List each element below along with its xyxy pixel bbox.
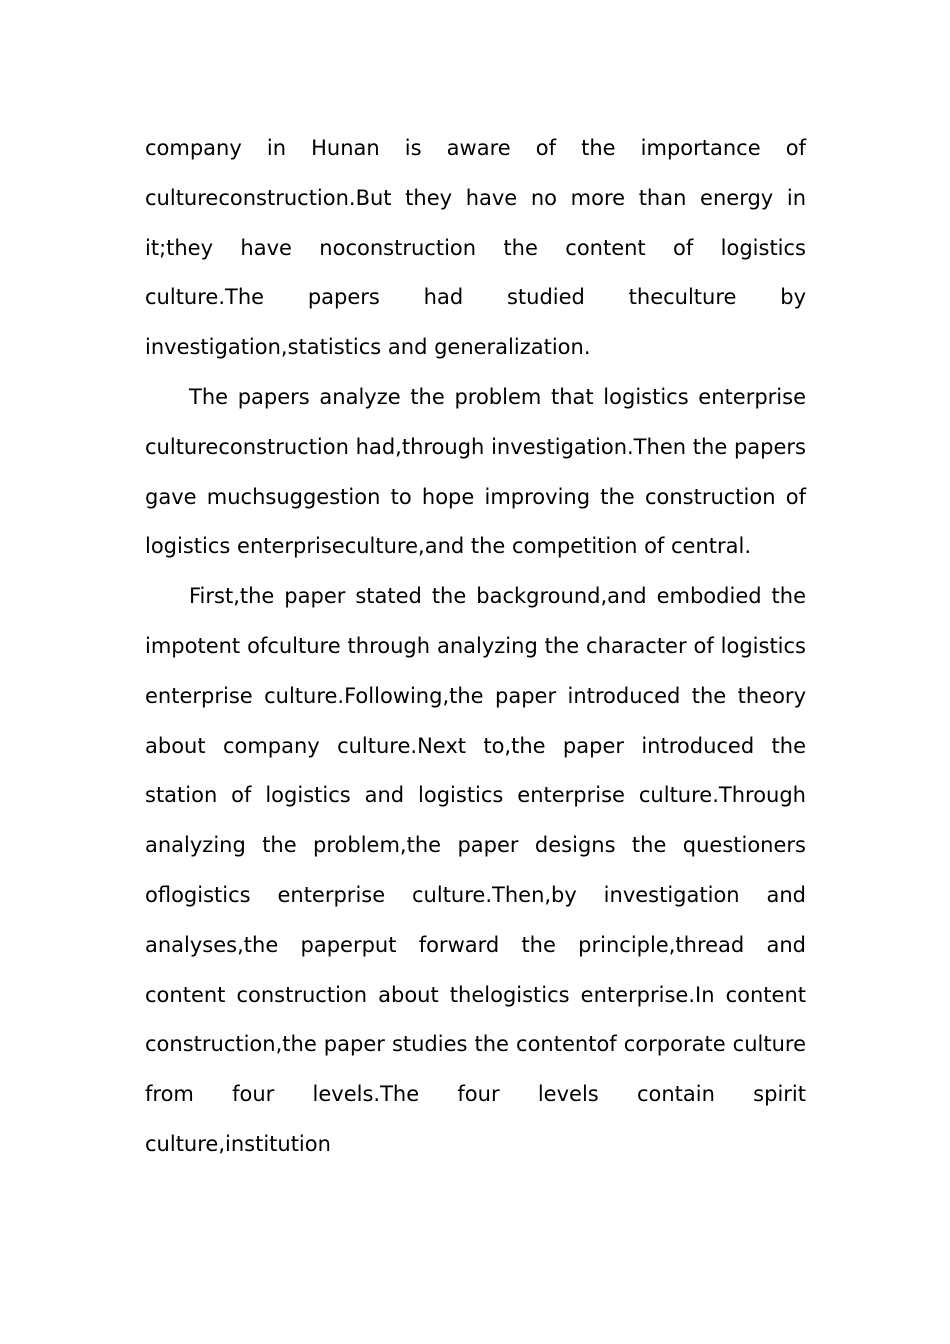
document-body [145, 124, 806, 1170]
paragraph-1: company in Hunan is aware of the importance of cultureconstruction.But they have no more than energy in it;they have noconstruction the content of logistics culture.The papers had studied theculture by investigation,statistics and generalization. [145, 136, 806, 360]
paragraph-2: The papers analyze the problem that logistics enterprise cultureconstruction had,through investigation.Then the papers gave muchsuggestion to hope improving the construction of logistics enterpriseculture,and the competition of central. [145, 384, 806, 559]
paragraph-3: First,the paper stated the background,and embodied the impotent ofculture through analyzing the character of logistics enterprise culture.Following,the paper introduced the theory about company culture.Next to,the paper introduced the station of logistics and logistics enterprise culture.Through analyzing the problem,the paper designs the questioners oflogistics enterprise culture.Then,by investigation and analyses,the paperput forward the principle,thread and content construction about thelogistics enterprise.In content construction,the paper studies the contentof corporate culture from four levels.The four levels contain spirit culture,institution [145, 584, 806, 1156]
